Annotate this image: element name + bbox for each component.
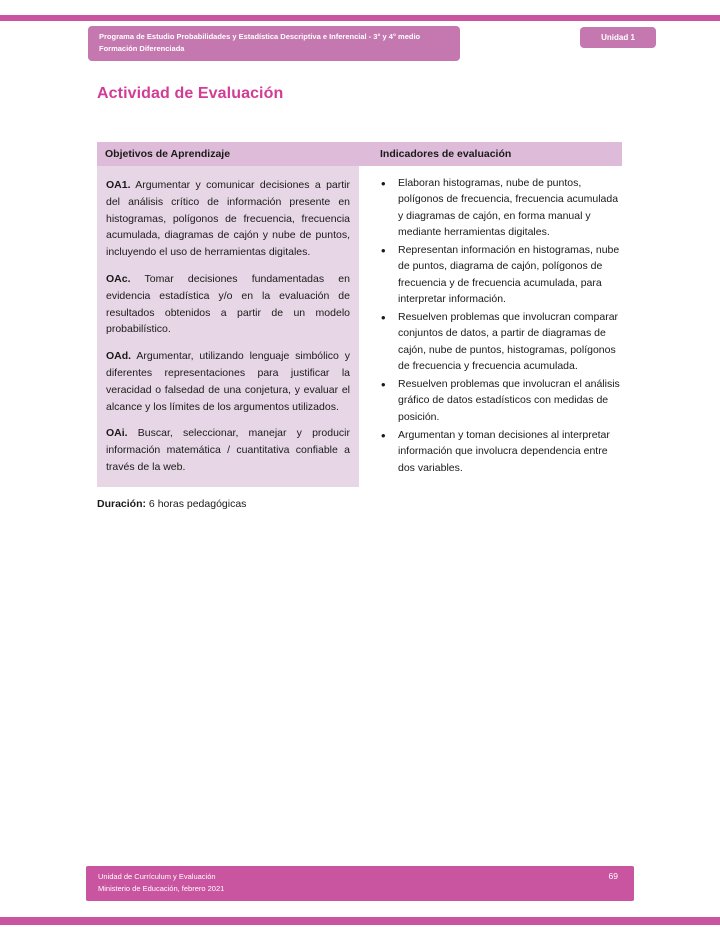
page-number: 69 xyxy=(608,871,618,881)
indicator-item: • Argumentan y toman decisiones al interpretar información que involucra dependencia entre dos variables. xyxy=(380,427,620,476)
objectives-cell xyxy=(97,166,359,487)
indicator-item: • Elaboran histogramas, nube de puntos, polígonos de frecuencia, frecuencia acumulada y diagramas de cajón, en forma manual y mediante herramientas digitales. xyxy=(380,175,620,240)
footer-line2: Ministerio de Educación, febrero 2021 xyxy=(98,884,225,894)
objective-text: Argumentar y comunicar decisiones a partir del análisis crítico de información presente en histogramas, polígonos de frecuencia, frecuencia acumulada, diagramas de cajón y nube de puntos, incluyendo el uso de herramientas digitales. xyxy=(106,179,350,259)
objective-code: OAi. xyxy=(106,427,128,440)
table-body-row xyxy=(97,166,622,487)
page-title: Actividad de Evaluación xyxy=(97,85,284,102)
objective-item xyxy=(106,271,350,338)
indicators-list xyxy=(380,175,620,476)
objectives-column-header: Objetivos de Aprendizaje xyxy=(105,148,231,160)
footer-text xyxy=(98,871,224,896)
objective-item xyxy=(106,348,350,415)
indicator-item: • Resuelven problemas que involucran comparar conjuntos de datos, a partir de diagramas de cajón, nube de puntos, histogramas, polígonos de frecuencia y frecuencia acumulada. xyxy=(380,309,620,374)
objective-code: OAc. xyxy=(106,272,131,285)
duration-label: Duración: xyxy=(97,497,147,510)
objective-text: Argumentar, utilizando lenguaje simbólico y diferentes representaciones para justificar la veracidad o falsedad de una conjetura, y evaluar el alcance y los límites de los argumentos utilizados. xyxy=(106,350,350,413)
duration-value: 6 horas pedagógicas xyxy=(146,497,247,510)
unit-badge: Unidad 1 xyxy=(580,27,656,48)
indicator-item: • Representan información en histogramas, nube de puntos, diagrama de cajón, polígonos de frecuencia y de frecuencia acumulada, para interpretar información. xyxy=(380,242,620,307)
program-title-banner xyxy=(88,26,460,61)
bottom-accent-strip xyxy=(0,917,720,925)
indicators-cell xyxy=(359,166,622,487)
footer-bar xyxy=(86,866,634,901)
duration-note xyxy=(97,498,622,510)
objective-code: OAd. xyxy=(106,350,132,363)
program-title-line2: Formación Diferenciada xyxy=(99,44,185,54)
objective-text: Buscar, seleccionar, manejar y producir información matemática / cuantitativa confiable a través de la web. xyxy=(106,427,350,473)
program-title-line1: Programa de Estudio Probabilidades y Estadística Descriptiva e Inferencial - 3° y 4° medio xyxy=(99,32,421,41)
objective-item xyxy=(106,425,350,475)
objective-code: OA1. xyxy=(106,179,131,191)
top-accent-strip xyxy=(0,15,720,21)
footer-line1: Unidad de Currículum y Evaluación xyxy=(98,872,216,881)
objective-item xyxy=(106,177,350,261)
evaluation-table xyxy=(97,142,622,487)
page-content xyxy=(97,85,622,510)
table-header-row xyxy=(97,142,622,166)
objective-text: Tomar decisiones fundamentadas en evidencia estadística y/o en la evaluación de resultados obtenidos a partir de un modelo probabilístico. xyxy=(106,272,350,336)
indicators-column-header: Indicadores de evaluación xyxy=(380,148,512,160)
indicator-item: • Resuelven problemas que involucran el análisis gráfico de datos estadísticos con medidas de posición. xyxy=(380,376,620,425)
